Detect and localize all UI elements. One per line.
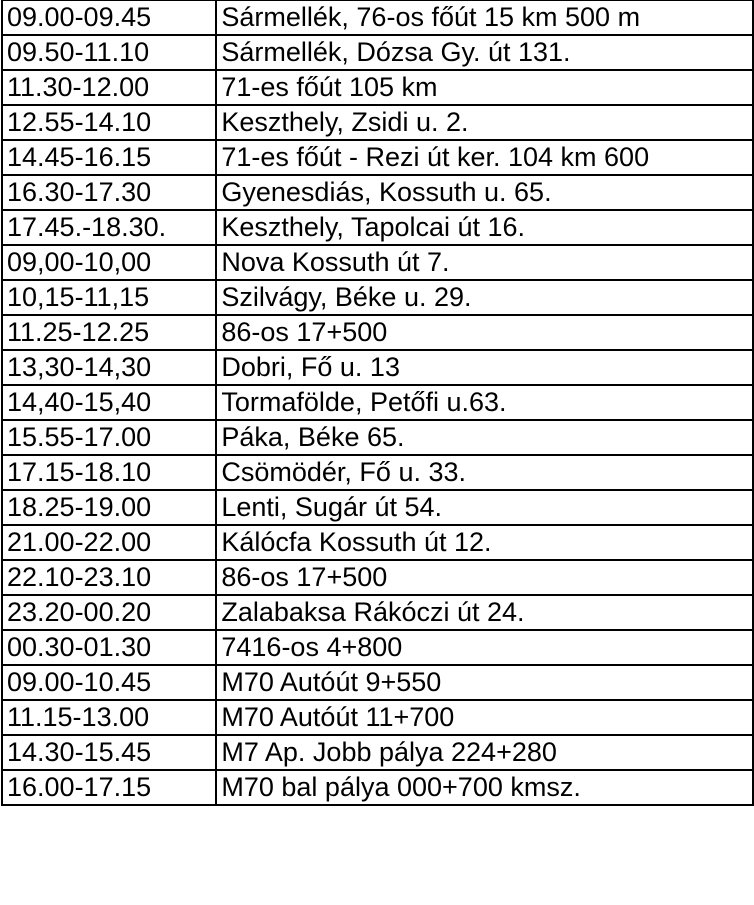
location-cell: Csömödér, Fő u. 33.	[216, 455, 753, 490]
time-cell: 11.25-12.25	[2, 315, 216, 350]
time-cell: 21.00-22.00	[2, 525, 216, 560]
location-cell: Gyenesdiás, Kossuth u. 65.	[216, 175, 753, 210]
schedule-row	[2, 630, 753, 665]
location-cell: Tormafölde, Petőfi u.63.	[216, 385, 753, 420]
location-cell: 71-es főút 105 km	[216, 70, 753, 105]
time-cell: 09,00-10,00	[2, 245, 216, 280]
time-cell: 16.30-17.30	[2, 175, 216, 210]
location-cell: M70 Autóút 11+700	[216, 700, 753, 735]
time-cell: 12.55-14.10	[2, 105, 216, 140]
time-cell: 13,30-14,30	[2, 350, 216, 385]
schedule-row	[2, 490, 753, 525]
location-cell: 86-os 17+500	[216, 315, 753, 350]
time-cell: 09.00-09.45	[2, 0, 216, 35]
location-cell: M70 Autóút 9+550	[216, 665, 753, 700]
schedule-table-body	[2, 0, 753, 805]
location-cell: M7 Ap. Jobb pálya 224+280	[216, 735, 753, 770]
schedule-row	[2, 420, 753, 455]
location-cell: Keszthely, Zsidi u. 2.	[216, 105, 753, 140]
location-cell: Sármellék, 76-os főút 15 km 500 m	[216, 0, 753, 35]
time-cell: 14.45-16.15	[2, 140, 216, 175]
time-cell: 15.55-17.00	[2, 420, 216, 455]
time-cell: 14,40-15,40	[2, 385, 216, 420]
location-cell: Keszthely, Tapolcai út 16.	[216, 210, 753, 245]
schedule-row	[2, 525, 753, 560]
schedule-row	[2, 385, 753, 420]
schedule-row	[2, 350, 753, 385]
schedule-row	[2, 140, 753, 175]
location-cell: Szilvágy, Béke u. 29.	[216, 280, 753, 315]
schedule-row	[2, 595, 753, 630]
time-cell: 17.45.-18.30.	[2, 210, 216, 245]
time-cell: 11.15-13.00	[2, 700, 216, 735]
schedule-row	[2, 0, 753, 35]
location-cell: Nova Kossuth út 7.	[216, 245, 753, 280]
location-cell: Páka, Béke 65.	[216, 420, 753, 455]
time-cell: 18.25-19.00	[2, 490, 216, 525]
schedule-row	[2, 315, 753, 350]
time-cell: 17.15-18.10	[2, 455, 216, 490]
schedule-row	[2, 770, 753, 805]
location-cell: M70 bal pálya 000+700 kmsz.	[216, 770, 753, 805]
schedule-row	[2, 455, 753, 490]
schedule-row	[2, 560, 753, 595]
time-cell: 16.00-17.15	[2, 770, 216, 805]
schedule-table	[1, 0, 754, 806]
time-cell: 22.10-23.10	[2, 560, 216, 595]
location-cell: Dobri, Fő u. 13	[216, 350, 753, 385]
time-cell: 10,15-11,15	[2, 280, 216, 315]
schedule-row	[2, 280, 753, 315]
time-cell: 14.30-15.45	[2, 735, 216, 770]
location-cell: Kálócfa Kossuth út 12.	[216, 525, 753, 560]
time-cell: 11.30-12.00	[2, 70, 216, 105]
schedule-row	[2, 210, 753, 245]
schedule-row	[2, 735, 753, 770]
schedule-row	[2, 245, 753, 280]
schedule-row	[2, 105, 753, 140]
location-cell: 7416-os 4+800	[216, 630, 753, 665]
location-cell: 86-os 17+500	[216, 560, 753, 595]
location-cell: Zalabaksa Rákóczi út 24.	[216, 595, 753, 630]
location-cell: Lenti, Sugár út 54.	[216, 490, 753, 525]
schedule-row	[2, 665, 753, 700]
location-cell: 71-es főút - Rezi út ker. 104 km 600	[216, 140, 753, 175]
location-cell: Sármellék, Dózsa Gy. út 131.	[216, 35, 753, 70]
schedule-row	[2, 35, 753, 70]
time-cell: 23.20-00.20	[2, 595, 216, 630]
time-cell: 00.30-01.30	[2, 630, 216, 665]
schedule-row	[2, 70, 753, 105]
time-cell: 09.50-11.10	[2, 35, 216, 70]
schedule-row	[2, 700, 753, 735]
time-cell: 09.00-10.45	[2, 665, 216, 700]
schedule-row	[2, 175, 753, 210]
